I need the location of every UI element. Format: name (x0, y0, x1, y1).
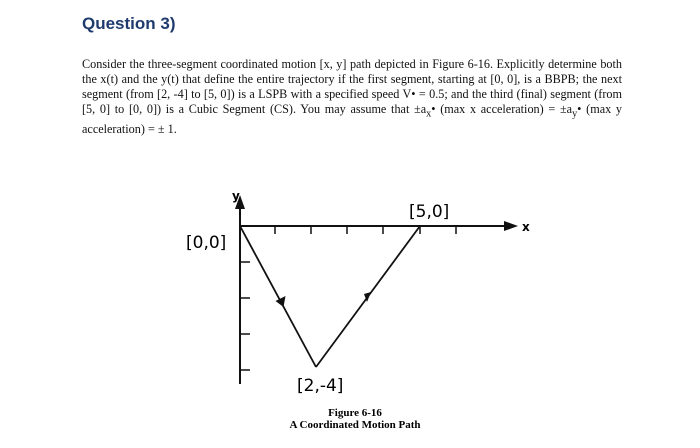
figure-caption-title: A Coordinated Motion Path (289, 419, 421, 431)
subscript-x: x (426, 108, 432, 120)
axis-y-label: y (232, 189, 240, 203)
segment-1-path (240, 226, 316, 367)
subscript-y: y (572, 108, 578, 120)
top-right-point-label: [5,0] (409, 202, 450, 222)
problem-text-part-3: • (max y acceleration) = ± 1. (82, 102, 622, 136)
origin-label: [0,0] (186, 233, 227, 253)
x-axis-ticks (275, 226, 456, 234)
question-heading: Question 3) (82, 14, 176, 33)
problem-text-part-2: • (max x acceleration) = ±a (431, 102, 573, 117)
bottom-point-label: [2,-4] (297, 376, 344, 396)
segment-1-direction-arrow (276, 296, 286, 307)
x-axis-arrowhead (504, 221, 518, 231)
y-axis-ticks (240, 262, 250, 370)
figure-caption-number: Figure 6-16 (328, 407, 382, 419)
axis-x-label: x (522, 220, 530, 234)
problem-text-part-1: Consider the three-segment coordinated motion [x, y] path depicted in Figure 6-16. Explicitly determine both the x(t) and the y(t) that define the entire trajectory if the first segment, starting at [0, 0], is a BBPB; the next segment (from [2, -4] to [5, 0]) is a LSPB with a specified speed V• = 0.5; and the third (final) segment (from [5, 0] to [0, 0]) is a Cubic Segment (CS). You may assume that ±a (82, 57, 622, 117)
